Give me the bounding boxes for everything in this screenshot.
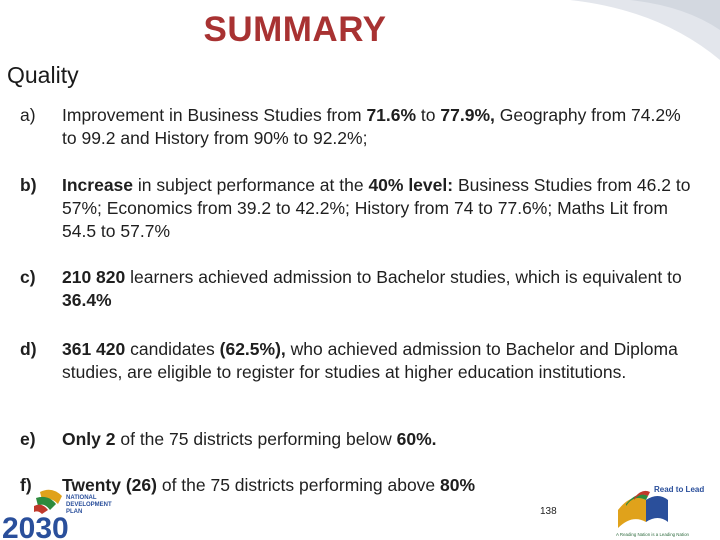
bold-run: Twenty (26)	[62, 475, 157, 495]
bold-run: 40% level:	[368, 175, 454, 195]
item-letter: f)	[20, 475, 32, 495]
text-run: to	[416, 105, 441, 125]
ndp-line2: DEVELOPMENT	[66, 502, 112, 508]
bold-run: (62.5%),	[219, 339, 286, 359]
item-letter: c)	[20, 267, 36, 287]
text-run: Improvement in Business Studies from	[62, 105, 367, 125]
item-letter: e)	[20, 429, 36, 449]
ndp-year: 2030	[2, 512, 69, 540]
text-run: who achieved admission to Bachelor and Diploma studies, are eligible to register for studies at higher education institutions.	[62, 339, 678, 382]
ndp-line3: PLAN	[66, 509, 83, 515]
page-number: 138	[540, 506, 557, 517]
flag-swoosh-icon	[34, 490, 62, 514]
read-to-lead-tagline: A Reading Nation is a Leading Nation	[616, 532, 689, 537]
section-heading: Quality	[7, 62, 79, 88]
ndp-2030-logo	[0, 488, 140, 540]
text-run: Business Studies from 46.2 to 57%; Economics from 39.2 to 42.2%; History from 74 to 77.6%; Maths Lit from 54.5 to 57.7%	[62, 175, 691, 241]
bold-run: 71.6%	[366, 105, 417, 125]
text-run: of the 75 districts performing above	[156, 475, 441, 495]
bold-run: 361 420	[62, 339, 126, 359]
text-run: learners achieved admission to Bachelor studies, which is equivalent to	[125, 267, 682, 287]
item-text	[62, 338, 694, 384]
item-letter: b)	[20, 175, 37, 195]
ndp-line1: NATIONAL	[66, 495, 97, 501]
item-text	[62, 266, 694, 312]
item-text	[62, 174, 694, 243]
read-to-lead-logo	[612, 466, 720, 540]
text-run: candidates	[125, 339, 220, 359]
book-icon	[618, 491, 668, 528]
bold-run: 60%.	[396, 429, 437, 449]
text-run: of the 75 districts performing below	[115, 429, 397, 449]
text-run: Geography from 74.2% to 99.2 and History from 90% to 92.2%;	[62, 105, 681, 148]
bold-run: 210 820	[62, 267, 126, 287]
item-text	[62, 474, 694, 497]
bold-run: 36.4%	[62, 290, 112, 310]
read-to-lead-name: Read to Lead	[654, 485, 705, 494]
item-text	[62, 428, 694, 451]
bold-run: 80%	[440, 475, 476, 495]
bold-run: Increase	[62, 175, 134, 195]
item-text	[62, 104, 694, 150]
item-letter: d)	[20, 339, 37, 359]
item-letter: a)	[20, 105, 36, 125]
slide-title: SUMMARY	[203, 10, 387, 49]
bold-run: 77.9%,	[440, 105, 495, 125]
text-run: in subject performance at the	[133, 175, 369, 195]
bold-run: Only 2	[62, 429, 116, 449]
